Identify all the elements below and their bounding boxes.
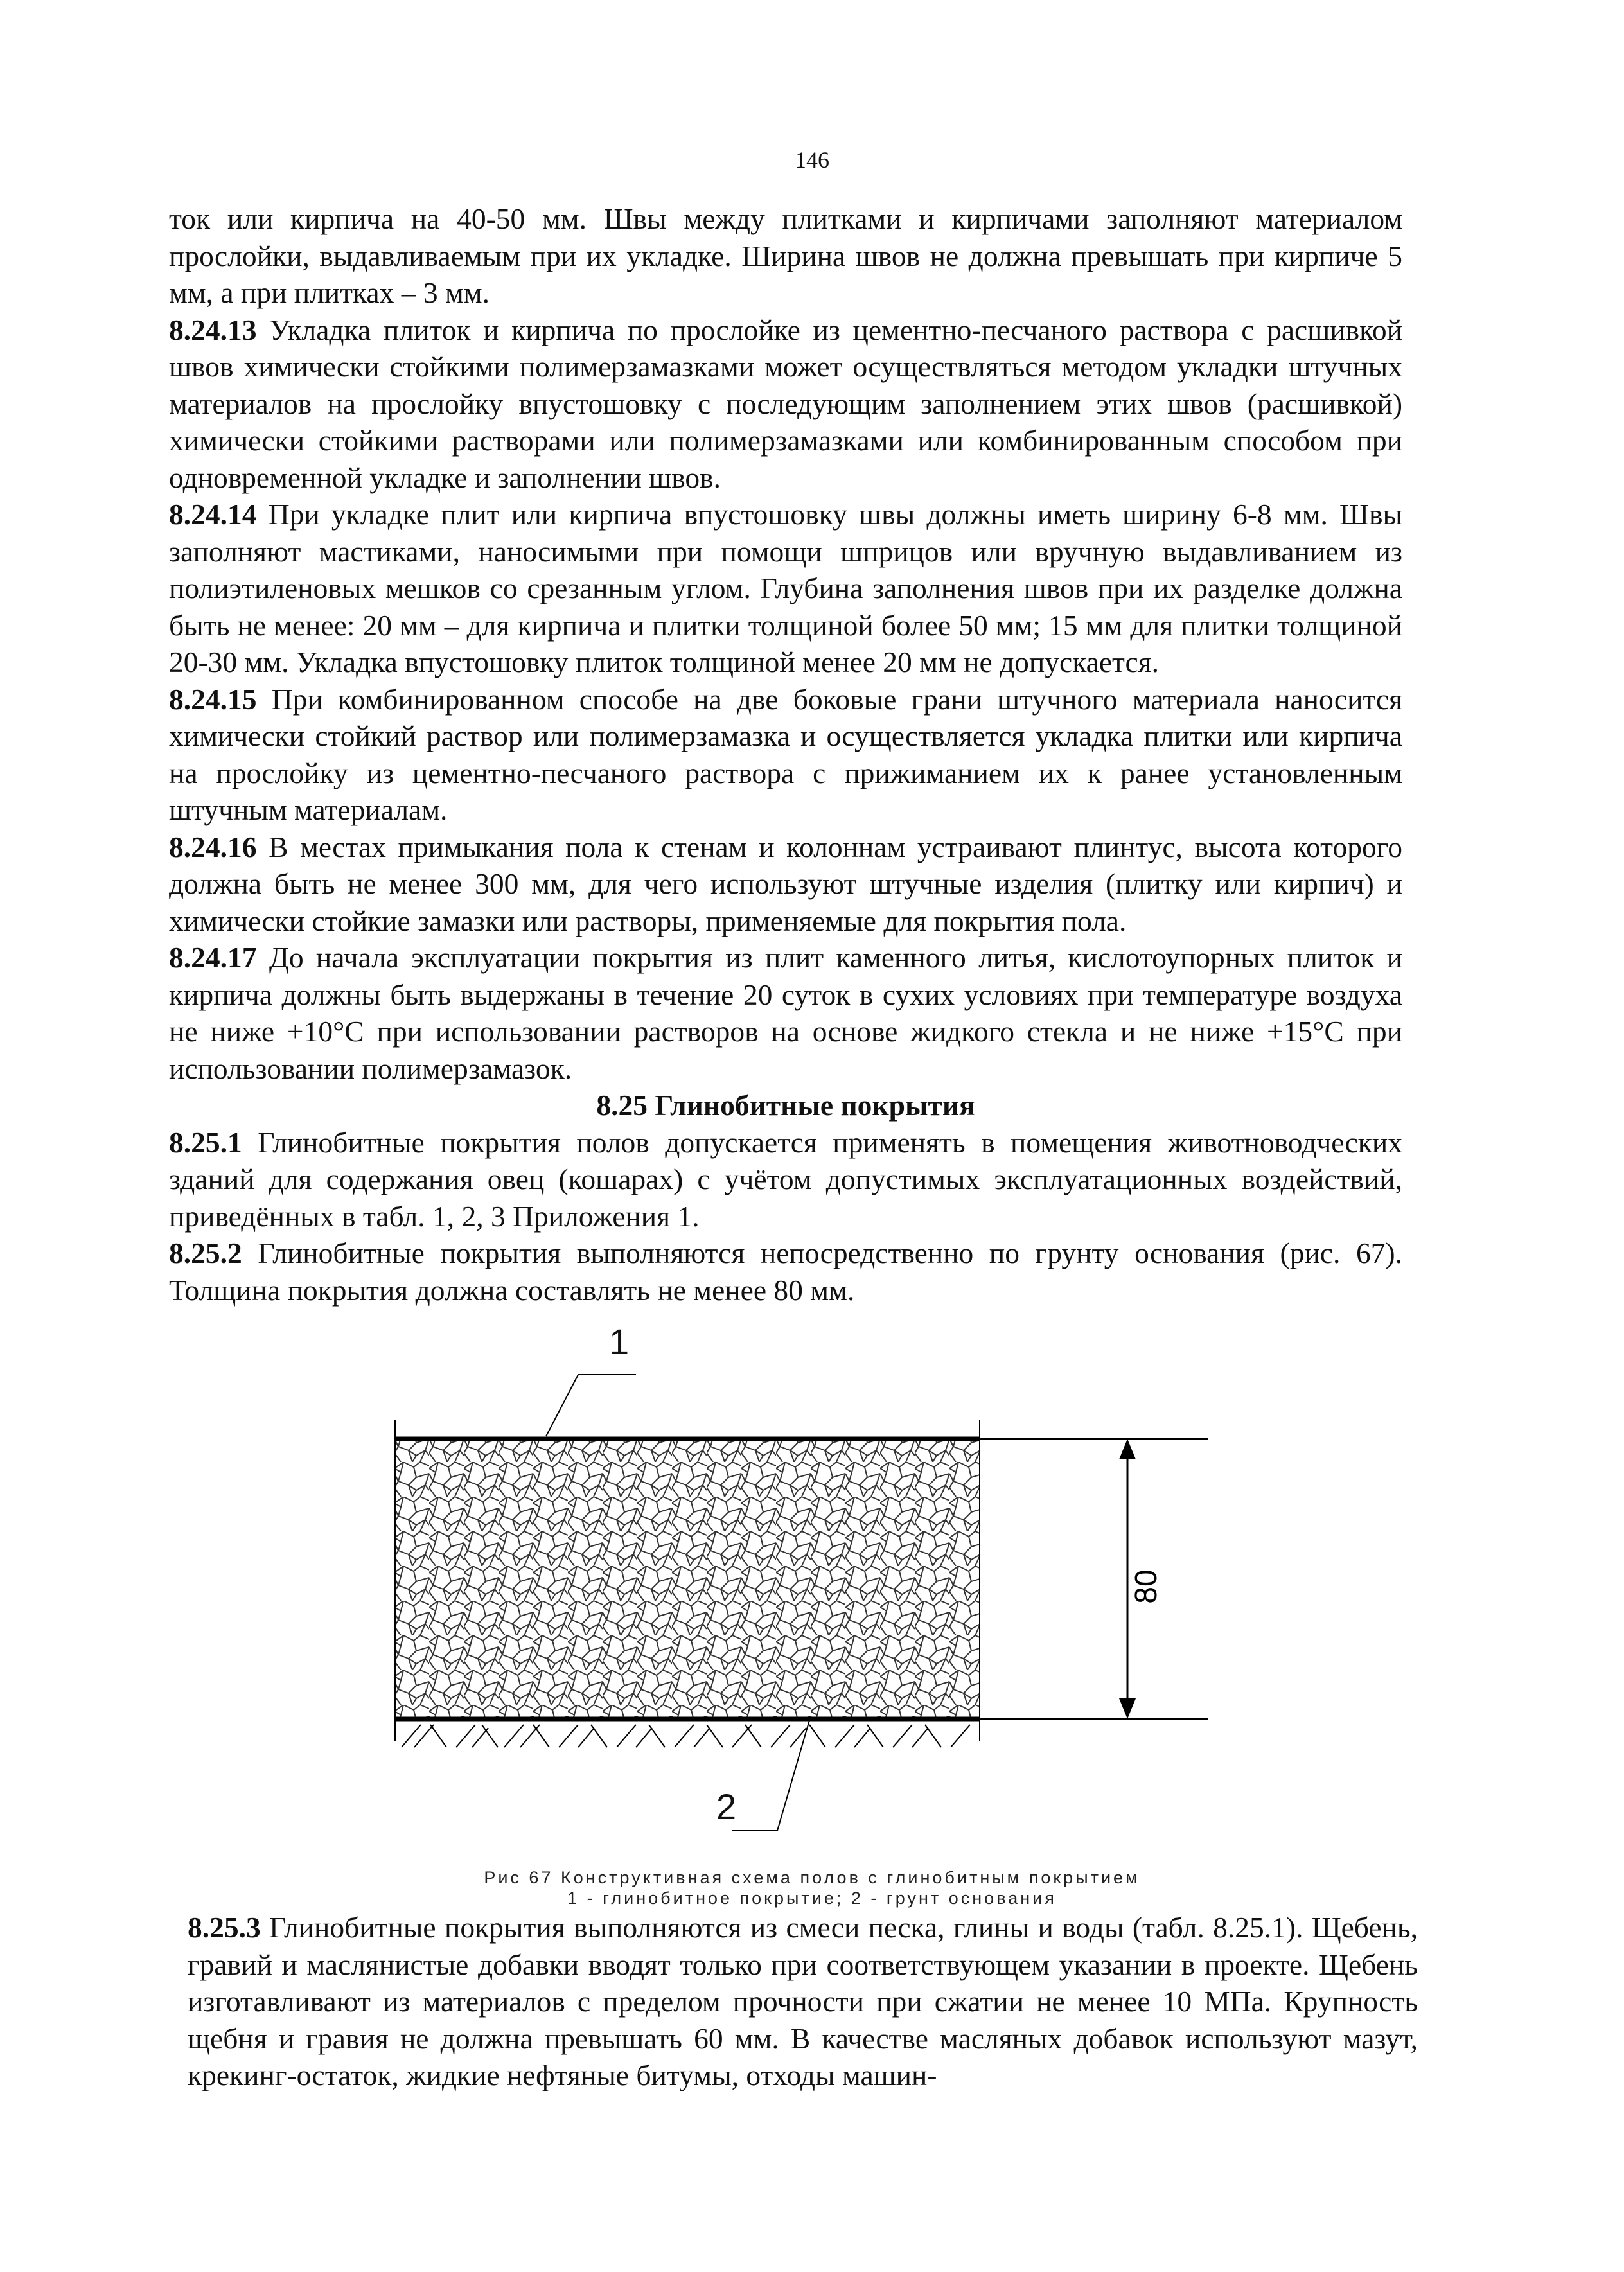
dimension-value: 80 <box>1129 1569 1163 1604</box>
paragraph-text: До начала эксплуатации покрытия из плит каменного литья, кислотоупорных плиток и кирпича должны быть выдержаны в течение 20 суток в сухих условиях при температуре воздуха не ниже +10°С при использовании растворов на основе жидкого стекла и не ниже +15°С при использовании полимерзамазок. <box>169 941 1402 1085</box>
paragraph <box>169 939 1402 1087</box>
paragraph-text: Глинобитные покрытия выполняются непосредственно по грунту основания (рис. 67). Толщина покрытия должна составлять не менее 80 мм. <box>169 1237 1402 1307</box>
paragraph <box>169 200 1402 312</box>
paragraph-text: ток или кирпича на 40-50 мм. Швы между плитками и кирпичами заполняют материалом прослойки, выдавливаемым при их укладке. Ширина швов не должна превышать при кирпиче 5 мм, а при плитках – 3 мм. <box>169 202 1402 309</box>
page-number: 146 <box>795 147 829 173</box>
paragraph <box>169 496 1402 681</box>
paragraph-text: В местах примыкания пола к стенам и колоннам устраивают плинтус, высота которого должна быть не менее 300 мм, для чего используют штучные изделия (плитку или кирпич) и химически стойкие замазки или растворы, применяемые для покрытия пола. <box>169 830 1403 937</box>
clay-layer <box>395 1439 980 1719</box>
leader-line-1 <box>546 1375 636 1436</box>
paragraph-text: При комбинированном способе на две боковые грани штучного материала наносится химически стойкий раствор или полимерзамазка и осуществляется укладка плитки или кирпича на прослойку из цементно-песчаного раствора с прижиманием их к ранее установленным штучным материалам. <box>169 682 1403 826</box>
dimension-arrow-bottom <box>1119 1698 1136 1719</box>
figure-label-2: 2 <box>716 1786 737 1827</box>
figure-caption-title: Рис 67 Конструктивная схема полов с глинобитным покрытием <box>484 1868 1140 1887</box>
clause-number: 8.24.13 <box>169 313 257 346</box>
paragraph-text: При укладке плит или кирпича впустошовку швы должны иметь ширину 6-8 мм. Швы заполняют мастиками, наносимыми при помощи шприцов или вручную выдавливанием из полиэтиленовых мешков со срезанным углом. Глубина заполнения швов при их разделке должна быть не менее: 20 мм – для кирпича и плитки толщиной более 50 мм; 15 мм для плитки толщиной 20-30 мм. Укладка впустошовку плиток толщиной менее 20 мм не допускается. <box>169 498 1403 678</box>
paragraph <box>188 1909 1418 2094</box>
paragraph-text: Укладка плиток и кирпича по прослойке из цементно-песчаного раствора с расшивкой швов химически стойкими полимерзамазками может осуществляться методом укладки штучных материалов на прослойку впустошовку с последующим заполнением этих швов (расшивкой) химически стойкими растворами или полимерзамазками или комбинированным способом при одновременной укладке и заполнении швов. <box>169 313 1402 494</box>
paragraph <box>169 312 1402 497</box>
floor-section-drawing <box>360 1323 1259 1869</box>
clause-number: 8.24.14 <box>169 498 257 531</box>
paragraph <box>169 1124 1402 1235</box>
paragraph <box>169 829 1402 940</box>
figure-caption-legend: 1 - глинобитное покрытие; 2 - грунт основания <box>567 1889 1057 1908</box>
clause-number: 8.24.16 <box>169 830 257 863</box>
floor-section-figure <box>360 1323 1259 1869</box>
paragraph <box>169 1235 1402 1308</box>
section-heading: 8.25 Глинобитные покрытия <box>596 1089 975 1122</box>
dimension-arrow-top <box>1119 1439 1136 1459</box>
leader-line-2 <box>732 1720 809 1831</box>
paragraph-text: Глинобитные покрытия полов допускается применять в помещения животноводческих зданий для содержания овец (кошарах) с учётом допустимых эксплуатационных воздействий, приведённых в табл. 1, 2, 3 Приложения 1. <box>169 1125 1403 1233</box>
clause-number: 8.25.3 <box>188 1911 261 1944</box>
clause-number: 8.24.17 <box>169 941 257 974</box>
paragraph <box>169 681 1402 829</box>
clause-number: 8.24.15 <box>169 682 257 716</box>
body-text-top <box>169 200 1402 1308</box>
figure-label-1: 1 <box>609 1321 630 1362</box>
body-text-bottom <box>188 1909 1418 2094</box>
clause-number: 8.25.1 <box>169 1125 242 1159</box>
paragraph-text: Глинобитные покрытия выполняются из смеси песка, глины и воды (табл. 8.25.1). Щебень, гравий и маслянистые добавки вводят только при соответствующем указании в проекте. Щебень изготавливают из материалов с пределом прочности при сжатии не менее 10 МПа. Крупность щебня и гравия не должна превышать 60 мм. В качестве масляных добавок используют мазут, крекинг-остаток, жидкие нефтяные битумы, отходы машин- <box>188 1911 1418 2091</box>
clause-number: 8.25.2 <box>169 1237 242 1269</box>
ground-hatching <box>402 1725 970 1747</box>
